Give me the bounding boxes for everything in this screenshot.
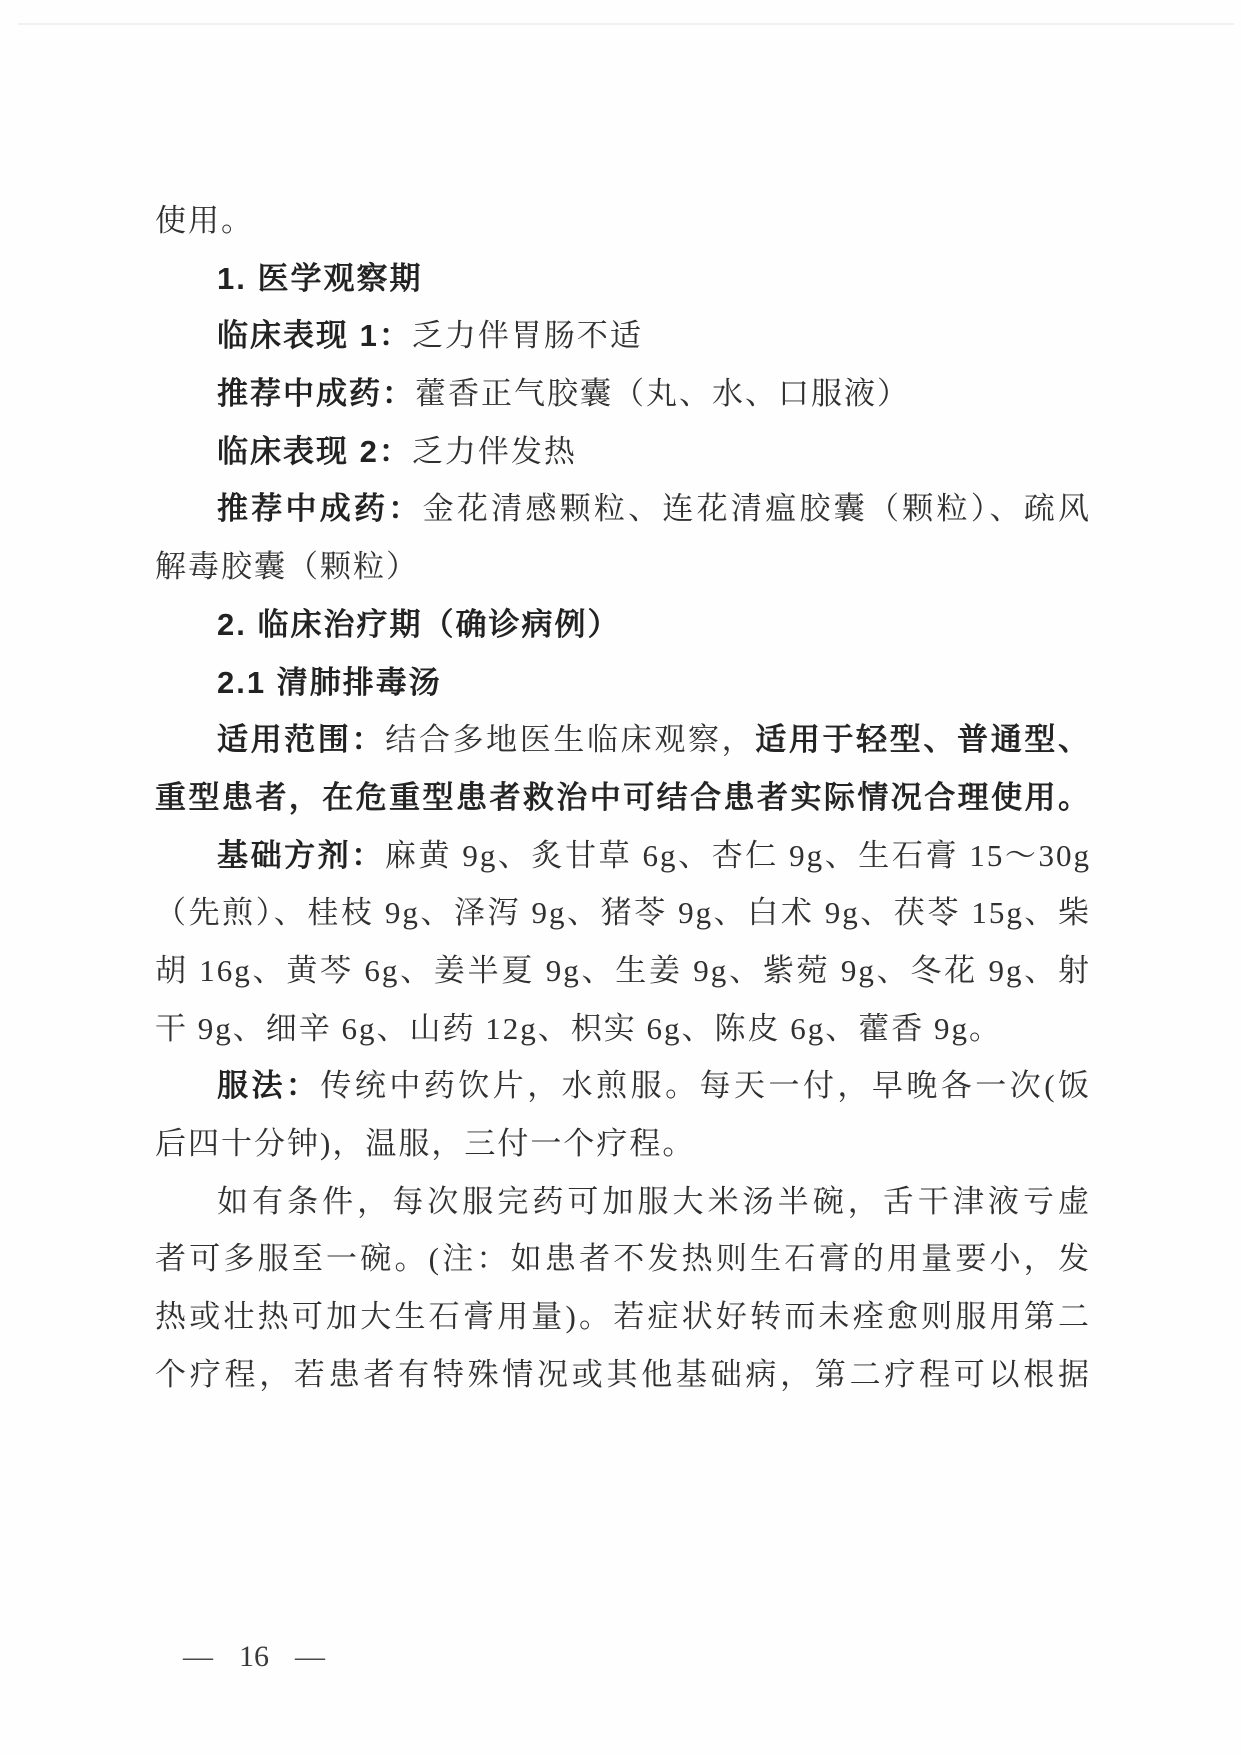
body-text: 解毒胶囊（颗粒） xyxy=(155,549,419,585)
body-text: 传统中药饮片，水煎服。每天一付，早晚各一次(饭 xyxy=(320,1068,1091,1104)
body-text: 麻黄 9g、炙甘草 6g、杏仁 9g、生石膏 15～30g xyxy=(384,837,1092,873)
text-line xyxy=(155,1288,1091,1346)
body-text: 者可多服至一碗。(注：如患者不发热则生石膏的用量要小，发 xyxy=(155,1241,1091,1277)
heading-text: 2.1 清肺排毒汤 xyxy=(217,664,442,700)
text-line xyxy=(155,1173,1091,1231)
text-line xyxy=(155,480,1091,538)
text-line xyxy=(155,1115,1091,1173)
body-text: 如有条件，每次服完药可加服大米汤半碗，舌干津液亏虚 xyxy=(217,1183,1091,1219)
text-line xyxy=(155,1057,1091,1115)
body-text: 藿香正气胶囊（丸、水、口服液） xyxy=(415,376,910,412)
heading-text: 2. 临床治疗期（确诊病例） xyxy=(217,606,621,642)
section-heading-qingfei-paidu-decoction xyxy=(155,654,1091,712)
section-heading-clinical-treatment xyxy=(155,596,1091,654)
text-line xyxy=(155,1000,1091,1058)
paragraph-label: 推荐中成药： xyxy=(217,491,423,527)
body-text: 使用。 xyxy=(155,203,254,238)
body-text: 个疗程，若患者有特殊情况或其他基础病，第二疗程可以根据 xyxy=(155,1356,1091,1392)
paragraph-label: 推荐中成药： xyxy=(217,376,415,412)
text-line xyxy=(155,192,1091,250)
emphasis-text: 适用于轻型、普通型、 xyxy=(755,722,1092,758)
body-text: 乏力伴发热 xyxy=(411,433,577,469)
page-footer xyxy=(183,1640,325,1674)
text-line xyxy=(155,884,1091,942)
heading-text: 1. 医学观察期 xyxy=(217,260,423,296)
footer-dash-left: — xyxy=(183,1640,213,1673)
page-number: 16 xyxy=(239,1640,269,1673)
body-text: 金花清感颗粒、连花清瘟胶囊（颗粒）、疏风 xyxy=(422,491,1092,527)
body-text: 干 9g、细辛 6g、山药 12g、枳实 6g、陈皮 6g、藿香 9g。 xyxy=(155,1010,1002,1046)
text-line xyxy=(155,423,1091,481)
body-text: 乏力伴胃肠不适 xyxy=(411,318,643,354)
paragraph-label: 服法： xyxy=(217,1068,321,1104)
body-text: 热或壮热可加大生石膏用量)。若症状好转而未痊愈则服用第二 xyxy=(155,1299,1091,1335)
paragraph-label: 适用范围： xyxy=(217,722,386,758)
text-line xyxy=(155,1346,1091,1404)
body-text: 胡 16g、黄芩 6g、姜半夏 9g、生姜 9g、紫菀 9g、冬花 9g、射 xyxy=(155,952,1091,988)
text-line xyxy=(155,769,1091,827)
page-body-text xyxy=(155,192,1091,1403)
section-heading-medical-observation xyxy=(155,250,1091,308)
text-line xyxy=(155,942,1091,1000)
paragraph-label: 临床表现 2： xyxy=(217,433,412,469)
text-line xyxy=(155,711,1091,769)
paragraph-label: 临床表现 1： xyxy=(217,318,412,354)
text-line xyxy=(155,827,1091,885)
footer-dash-right: — xyxy=(295,1640,325,1673)
text-line xyxy=(155,307,1091,365)
scan-artifact-line xyxy=(18,23,1234,25)
body-text: （先煎）、桂枝 9g、泽泻 9g、猪苓 9g、白术 9g、茯苓 15g、柴 xyxy=(155,895,1091,931)
paragraph-label: 基础方剂： xyxy=(217,837,385,873)
body-text: 结合多地医生临床观察， xyxy=(385,722,756,758)
text-line xyxy=(155,1230,1091,1288)
text-line xyxy=(155,538,1091,596)
emphasis-text: 重型患者，在危重型患者救治中可结合患者实际情况合理使用。 xyxy=(155,779,1091,815)
text-line xyxy=(155,365,1091,423)
body-text: 后四十分钟)，温服，三付一个疗程。 xyxy=(155,1126,696,1161)
